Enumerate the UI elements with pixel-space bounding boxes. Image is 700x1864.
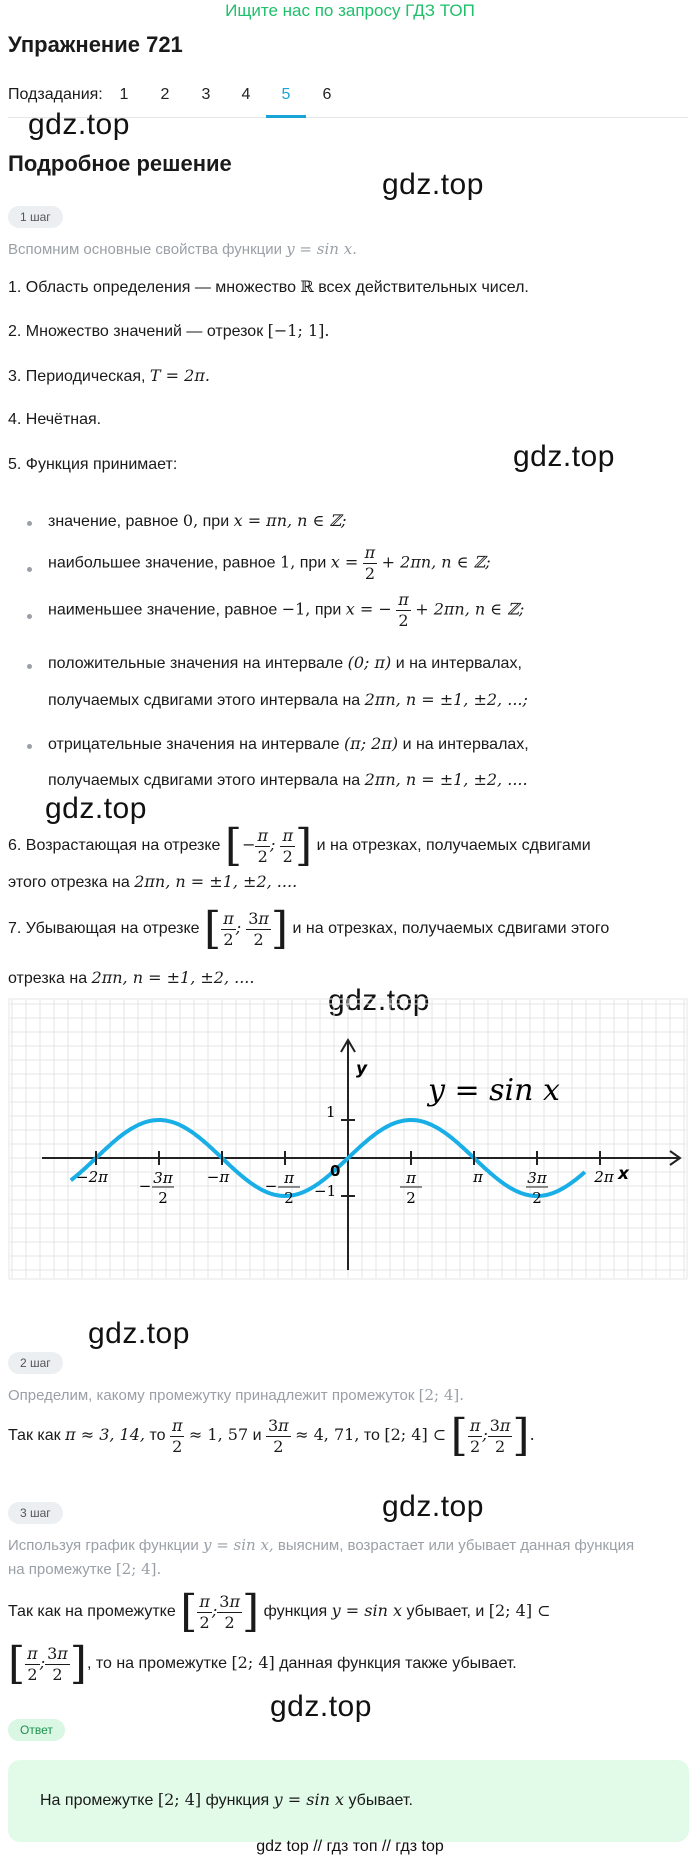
- y-axis-label: y: [356, 1059, 368, 1079]
- bullet-item-line2: получаемых сдвигами этого интервала на 2πn, n = ±1, ±2, ...;: [48, 690, 528, 709]
- x-axis-label: x: [618, 1164, 629, 1184]
- tab-subtask-4[interactable]: 4: [241, 86, 251, 103]
- section-title: Подробное решение: [8, 151, 232, 176]
- step3-line2: [ $\frac{\pi}{2}$ ; $\frac{3\pi}{2}$ ], то на промежутке [2; 4] данная функция также убывает.: [8, 1638, 517, 1689]
- property-item: 2. Множество значений — отрезок [−1; 1].: [8, 321, 330, 340]
- x-tick-label-den: 2: [158, 1189, 168, 1207]
- bullet-dot: [27, 521, 32, 526]
- step-intro: Используя график функции y = sin x, выясним, возрастает или убывает данная функция: [8, 1536, 635, 1554]
- tab-subtask-3[interactable]: 3: [201, 86, 211, 103]
- tab-subtask-1[interactable]: 1: [119, 86, 129, 103]
- property-item: 6. Возрастающая на отрезке [− $\frac{\pi}{2}$ ; $\frac{\pi}{2}$ ] и на отрезках, получаемых сдвигами: [8, 820, 591, 871]
- bullet-dot: [27, 567, 32, 572]
- bullet-dot: [27, 664, 32, 669]
- bullet-item: отрицательные значения на интервале (π; 2π) и на интервалах,: [48, 734, 529, 753]
- x-tick-label: −π: [206, 1168, 230, 1186]
- step-badge: 3 шаг: [8, 1502, 63, 1524]
- graph-formula: y = sin x: [428, 1073, 560, 1108]
- property-item: 1. Область определения — множество ℝ всех действительных чисел.: [8, 277, 529, 296]
- watermark: gdz.top: [382, 168, 484, 201]
- watermark: gdz.top: [328, 984, 430, 1017]
- top-banner: Ищите нас по запросу ГДЗ ТОП: [225, 1, 475, 20]
- page-title: Упражнение 721: [8, 32, 183, 57]
- step-badge: 1 шаг: [8, 206, 63, 228]
- y-minus-one-label: −1: [314, 1182, 337, 1200]
- x-tick-label-num: 3π: [153, 1169, 173, 1187]
- subtasks-label: Подзадания:: [8, 86, 103, 103]
- answer-box: [8, 1760, 689, 1842]
- origin-label: 0: [330, 1162, 341, 1180]
- bullet-item-line2: получаемых сдвигами этого интервала на 2πn, n = ±1, ±2, ....: [48, 770, 528, 789]
- step-intro: Вспомним основные свойства функции y = sin x.: [8, 240, 357, 258]
- x-tick-label-sign: −: [138, 1177, 152, 1195]
- tab-subtask-6[interactable]: 6: [322, 86, 332, 103]
- bullet-dot: [27, 744, 32, 749]
- step-intro-line2: на промежутке [2; 4].: [8, 1560, 162, 1578]
- step3-line: Так как на промежутке [ $\frac{\pi}{2}$ ; $\frac{3\pi}{2}$ ] функция y = sin x убывает, и [2; 4] ⊂: [8, 1586, 551, 1637]
- x-tick-label: −2π: [76, 1168, 108, 1186]
- bullet-item: наименьшее значение, равное −1, при x = − $\frac{\pi}{2}$ + 2πn, n ∈ ℤ;: [48, 590, 525, 630]
- property-item-line2: отрезка на 2πn, n = ±1, ±2, ....: [8, 968, 255, 987]
- axis-ticks: [76, 1120, 615, 1207]
- x-tick-label-den: 2: [284, 1189, 294, 1207]
- bullet-item: положительные значения на интервале (0; π) и на интервалах,: [48, 653, 522, 672]
- x-tick-label-num: π: [406, 1169, 416, 1187]
- footer-links: gdz top // гдз топ // гдз top: [256, 1838, 444, 1855]
- tab-subtask-5[interactable]: 5: [281, 86, 291, 103]
- x-tick-label: π: [473, 1168, 483, 1186]
- sine-graph: [8, 998, 688, 1280]
- active-tab-indicator: [266, 115, 306, 118]
- watermark: gdz.top: [28, 108, 130, 141]
- bullet-item: наибольшее значение, равное 1, при x = $\frac{\pi}{2}$ + 2πn, n ∈ ℤ;: [48, 543, 491, 583]
- property-item: 5. Функция принимает:: [8, 456, 178, 473]
- x-tick-label-sign: −: [264, 1177, 278, 1195]
- property-item: 3. Периодическая, T = 2π.: [8, 366, 210, 385]
- bullet-item: значение, равное 0, при x = πn, n ∈ ℤ;: [48, 511, 347, 530]
- watermark: gdz.top: [45, 792, 147, 825]
- property-item: 7. Убывающая на отрезке [ $\frac{\pi}{2}$ ; $\frac{3\pi}{2}$ ] и на отрезках, получаемых сдвигами этого: [8, 903, 610, 954]
- x-tick-label-den: 2: [406, 1189, 416, 1207]
- property-item-line2: этого отрезка на 2πn, n = ±1, ±2, ....: [8, 872, 298, 891]
- y-one-label: 1: [326, 1103, 336, 1121]
- step2-line: Так как π ≈ 3, 14, то $\frac{\pi}{2}$ ≈ 1, 57 и $\frac{3\pi}{2}$ ≈ 4, 71, то [2; 4] ⊂ [ $\frac{\pi}{2}$ ; $\frac{3\pi}{2}$ ].: [8, 1410, 535, 1461]
- x-tick-label-num: 3π: [527, 1169, 547, 1187]
- x-tick-label: 2π: [594, 1168, 614, 1186]
- watermark: gdz.top: [382, 1490, 484, 1523]
- answer-badge: Ответ: [8, 1719, 65, 1741]
- bullet-dot: [27, 614, 32, 619]
- watermark: gdz.top: [88, 1317, 190, 1350]
- watermark: gdz.top: [270, 1690, 372, 1723]
- x-tick-label-den: 2: [532, 1189, 542, 1207]
- watermark: gdz.top: [513, 440, 615, 473]
- property-item: 4. Нечётная.: [8, 411, 102, 428]
- answer-text: На промежутке [2; 4] функция y = sin x убывает.: [40, 1790, 413, 1809]
- step-badge: 2 шаг: [8, 1352, 63, 1374]
- step-intro: Определим, какому промежутку принадлежит промежуток [2; 4].: [8, 1386, 465, 1404]
- tab-subtask-2[interactable]: 2: [160, 86, 170, 103]
- x-tick-label-num: π: [284, 1169, 294, 1187]
